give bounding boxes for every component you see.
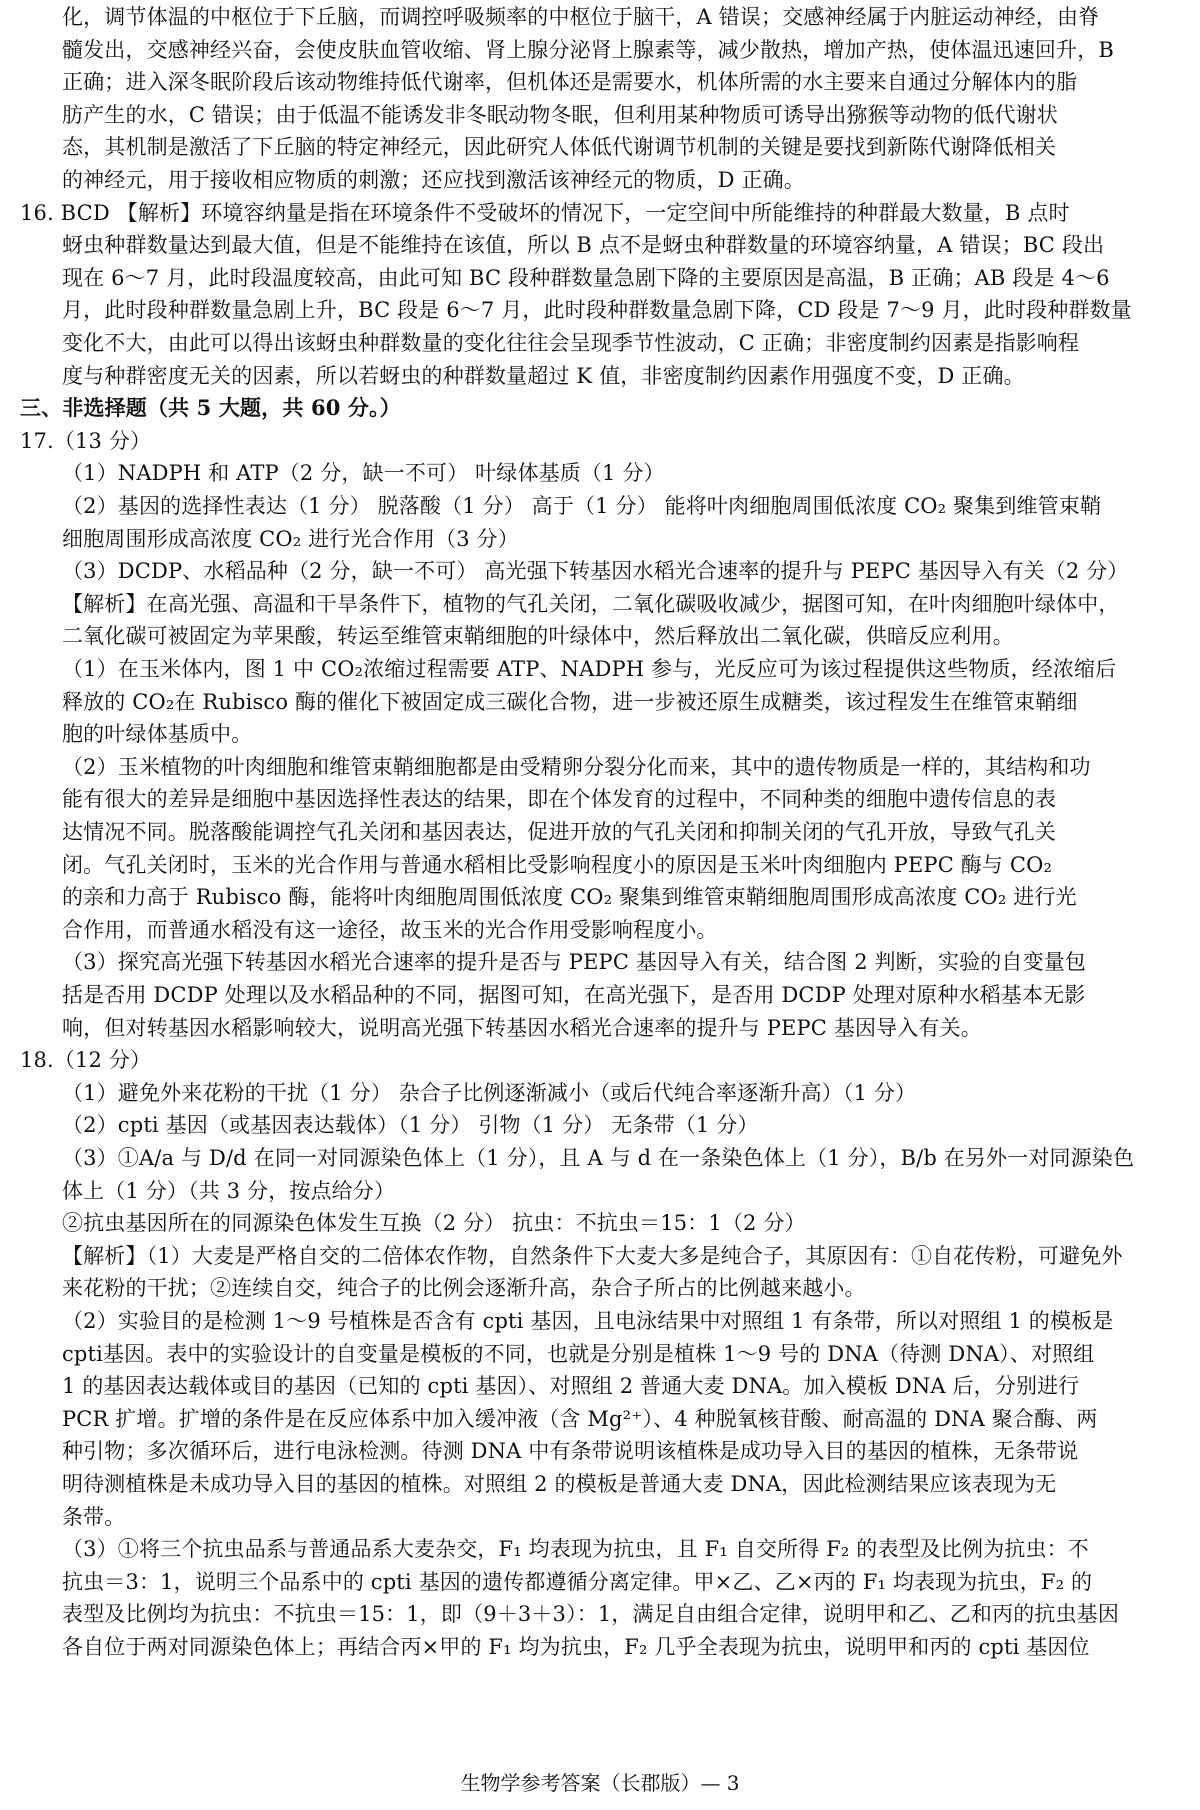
text-line: 的亲和力高于 Rubisco 酶，能将叶肉细胞周围低浓度 CO₂ 聚集到维管束鞘细胞周围形成高浓度 CO₂ 进行光 xyxy=(62,885,1077,910)
text-line: 细胞周围形成高浓度 CO₂ 进行光合作用（3 分） xyxy=(62,526,519,551)
text-line: 表型及比例均为抗虫：不抗虫＝15：1，即（9＋3＋3）：1，满足自由组合定律，说明甲和乙、乙和丙的抗虫基因 xyxy=(62,1602,1119,1627)
text-line: 1 的基因表达载体或目的基因（已知的 cpti 基因）、对照组 2 普通大麦 DNA。加入模板 DNA 后，分别进行 xyxy=(62,1374,1080,1399)
text-line: （2）基因的选择性表达（1 分） 脱落酸（1 分） 高于（1 分） 能将叶肉细胞周围低浓度 CO₂ 聚集到维管束鞘 xyxy=(62,494,1102,518)
text-line: 能有很大的差异是细胞中基因选择性表达的结果，即在个体发育的过程中，不同种类的细胞中遗传信息的表 xyxy=(62,787,1057,812)
text-line: 肪产生的水，C 错误；由于低温不能诱发非冬眠动物冬眠，但利用某种物质可诱导出猕猴等动物的低代谢状 xyxy=(62,102,1058,127)
text-line: （2）玉米植物的叶肉细胞和维管束鞘细胞都是由受精卵分裂分化而来，其中的遗传物质是一样的，其结构和功 xyxy=(62,754,1091,779)
page-footer: 生物学参考答案（长郡版）— 3 xyxy=(460,1771,740,1795)
text-line: 变化不大，由此可以得出该蚜虫种群数量的变化往往会呈现季节性波动，C 正确；非密度制约因素是指影响程 xyxy=(62,331,1080,355)
text-line: 的神经元，用于接收相应物质的刺激；还应找到激活该神经元的物质，D 正确。 xyxy=(62,168,805,192)
text-line: 闭。气孔关闭时，玉米的光合作用与普通水稻相比受影响程度小的原因是玉米叶肉细胞内 PEPC 酶与 CO₂ xyxy=(62,852,1053,877)
text-line: （3）探究高光强下转基因水稻光合速率的提升是否与 PEPC 基因导入有关，结合图 2 判断，实验的自变量包 xyxy=(62,950,1087,975)
text-line: 正确；进入深冬眠阶段后该动物维持低代谢率，但机体还是需要水，机体所需的水主要来自通过分解体内的脂 xyxy=(62,70,1078,95)
text-line: 髓发出，交感神经兴奋，会使皮肤血管收缩、肾上腺分泌肾上腺素等，减少散热，增加产热，使体温迅速回升，B xyxy=(62,37,1114,62)
text-line: （1）NADPH 和 ATP（2 分，缺一不可） 叶绿体基质（1 分） xyxy=(62,461,665,486)
text-line: 响，但对转基因水稻影响较大，说明高光强下转基因水稻光合速率的提升与 PEPC 基因导入有关。 xyxy=(62,1015,982,1040)
text-line: 18.（12 分） xyxy=(20,1048,152,1073)
text-line: 各自位于两对同源染色体上；再结合丙×甲的 F₁ 均为抗虫，F₂ 几乎全表现为抗虫，说明甲和丙的 cpti 基因位 xyxy=(62,1635,1090,1659)
text-line: 蚜虫种群数量达到最大值，但是不能维持在该值，所以 B 点不是蚜虫种群数量的环境容纳量，A 错误；BC 段出 xyxy=(62,233,1105,258)
text-line: （3）①将三个抗虫品系与普通品系大麦杂交，F₁ 均表现为抗虫，且 F₁ 自交所得 F₂ 的表型及比例为抗虫：不 xyxy=(62,1537,1089,1562)
text-line: ②抗虫基因所在的同源染色体发生互换（2 分） 抗虫：不抗虫＝15：1（2 分） xyxy=(62,1211,806,1236)
text-line: 三、非选择题（共 5 大题，共 60 分。） xyxy=(20,395,401,421)
text-line: 【解析】在高光强、高温和干旱条件下，植物的气孔关闭，二氧化碳吸收减少，据图可知，在叶肉细胞叶绿体中， xyxy=(62,591,1120,616)
text-line: 态，其机制是激活了下丘脑的特定神经元，因此研究人体低代谢调节机制的关键是要找到新陈代谢降低相关 xyxy=(62,135,1057,160)
text-line: （3）DCDP、水稻品种（2 分，缺一不可） 高光强下转基因水稻光合速率的提升与 PEPC 基因导入有关（2 分） xyxy=(62,559,1129,584)
text-line: 度与种群密度无关的因素，所以若蚜虫的种群数量超过 K 值，非密度制约因素作用强度不变，D 正确。 xyxy=(62,363,1025,388)
text-line: 种引物；多次循环后，进行电泳检测。待测 DNA 中有条带说明该植株是成功导入目的基因的植株，无条带说 xyxy=(62,1439,1079,1464)
text-line: （1）在玉米体内，图 1 中 CO₂浓缩过程需要 ATP、NADPH 参与，光反应可为该过程提供这些物质，经浓缩后 xyxy=(62,657,1117,681)
text-line: 二氧化碳可被固定为苹果酸，转运至维管束鞘细胞的叶绿体中，然后释放出二氧化碳，供暗反应利用。 xyxy=(62,624,1014,649)
text-line: 条带。 xyxy=(62,1504,126,1529)
text-line: （2）实验目的是检测 1～9 号植株是否含有 cpti 基因，且电泳结果中对照组 1 有条带，所以对照组 1 的模板是 xyxy=(62,1309,1114,1333)
text-line: 来花粉的干扰；②连续自交，纯合子的比例会逐渐升高，杂合子所占的比例越来越小。 xyxy=(62,1276,866,1301)
text-line: PCR 扩增。扩增的条件是在反应体系中加入缓冲液（含 Mg²⁺）、4 种脱氧核苷酸、耐高温的 DNA 聚合酶、两 xyxy=(62,1406,1098,1431)
text-line: （2）cpti 基因（或基因表达载体）（1 分） 引物（1 分） 无条带（1 分） xyxy=(62,1113,759,1138)
text-line: 释放的 CO₂在 Rubisco 酶的催化下被固定成三碳化合物，进一步被还原生成糖类，该过程发生在维管束鞘细 xyxy=(62,689,1078,714)
text-line: （3）①A/a 与 D/d 在同一对同源染色体上（1 分），且 A 与 d 在一条染色体上（1 分），B/b 在另外一对同源染色 xyxy=(62,1146,1135,1170)
text-line: cpti基因。表中的实验设计的自变量是模板的不同，也就是分别是植株 1～9 号的 DNA（待测 DNA）、对照组 xyxy=(62,1341,1095,1366)
text-line: 体上（1 分）（共 3 分，按点给分） xyxy=(62,1178,396,1203)
text-line: 【解析】（1）大麦是严格自交的二倍体农作物，自然条件下大麦大多是纯合子，其原因有：①自花传粉，可避免外 xyxy=(62,1243,1123,1268)
text-line: 抗虫＝3：1，说明三个品系中的 cpti 基因的遗传都遵循分离定律。甲×乙、乙×丙的 F₁ 均表现为抗虫，F₂ 的 xyxy=(62,1569,1093,1594)
text-line: 17.（13 分） xyxy=(20,428,152,453)
text-line: 现在 6～7 月，此时段温度较高，由此可知 BC 段种群数量急剧下降的主要原因是高温，B 正确；AB 段是 4～6 xyxy=(62,265,1110,290)
text-line: 达情况不同。脱落酸能调控气孔关闭和基因表达，促进开放的气孔关闭和抑制关闭的气孔开放，导致气孔关 xyxy=(62,820,1057,844)
text-line: 胞的叶绿体基质中。 xyxy=(62,722,253,747)
text-line: 16. BCD 【解析】环境容纳量是指在环境条件不受破坏的情况下，一定空间中所能维持的种群最大数量，B 点时 xyxy=(20,200,1070,225)
text-line: 括是否用 DCDP 处理以及水稻品种的不同，据图可知，在高光强下，是否用 DCDP 处理对原种水稻基本无影 xyxy=(62,983,1086,1007)
text-line: 化，调节体温的中枢位于下丘脑，而调控呼吸频率的中枢位于脑干，A 错误；交感神经属于内脏运动神经，由脊 xyxy=(62,5,1100,29)
text-line: （1）避免外来花粉的干扰（1 分） 杂合子比例逐渐减小（或后代纯合率逐渐升高）（1 分） xyxy=(62,1080,917,1105)
text-line: 月，此时段种群数量急剧上升，BC 段是 6～7 月，此时段种群数量急剧下降，CD 段是 7～9 月，此时段种群数量 xyxy=(62,298,1132,323)
text-line: 合作用，而普通水稻没有这一途径，故玉米的光合作用受影响程度小。 xyxy=(62,917,718,942)
text-line: 明待测植株是未成功导入目的基因的植株。对照组 2 的模板是普通大麦 DNA，因此检测结果应该表现为无 xyxy=(62,1472,1057,1496)
